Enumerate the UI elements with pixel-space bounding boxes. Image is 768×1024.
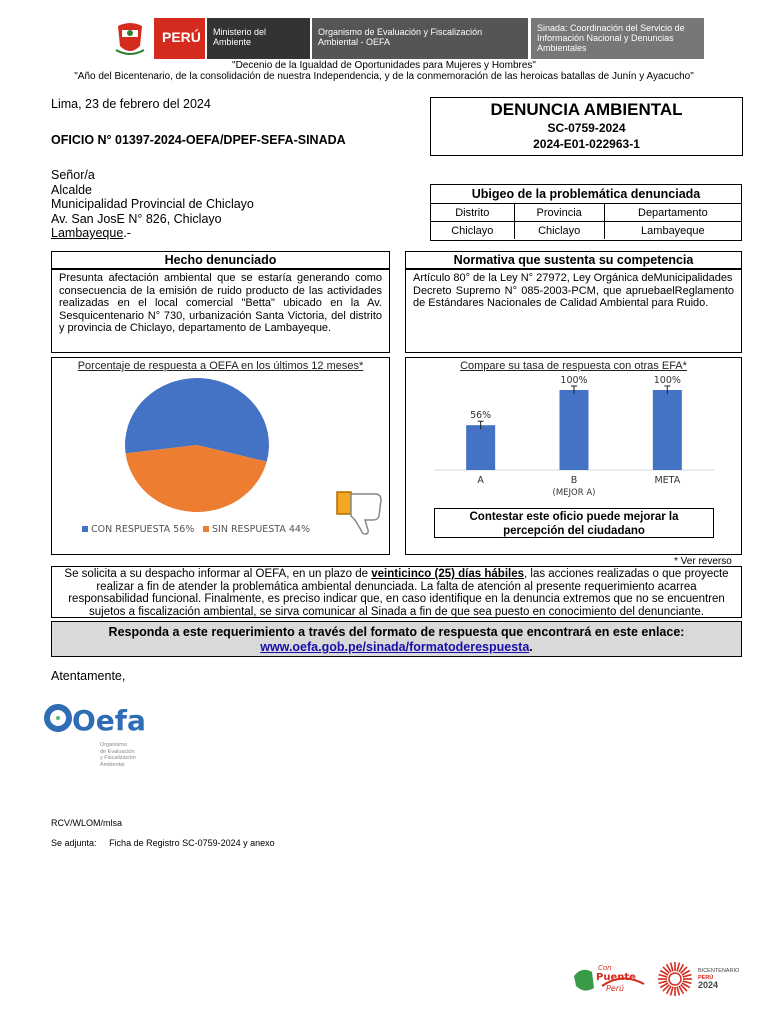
attachment-line: [51, 838, 275, 848]
denuncia-code: SC-0759-2024: [547, 121, 626, 135]
callout-box: [434, 508, 714, 538]
ubigeo-box: [430, 184, 742, 241]
sun-ray: [677, 963, 679, 972]
notice-text: , las acciones realizadas o que proyecte realizar a fin de atender la problemática ambiental denunciada. La falta de atención al presente requerimiento acarrea responsabilidad funcional. Finalmente, es preciso indicar que, en caso identifique en la denuncia extremos que no se encuentren sujetos a fiscalización ambiental, se sirva comunicar al Sinada a fin de que sea puesto en conocimiento del denunciante.: [68, 568, 729, 618]
notice-text: Se solicita a su despacho informar al OEFA, en un plazo de: [64, 568, 372, 580]
oefa-logo: [44, 700, 144, 772]
sun-ray: [683, 981, 692, 983]
sun-ray: [659, 981, 668, 983]
sinada-label: Sinada: Coordinación del Servicio de Información Nacional y Denuncias Ambientales: [531, 18, 704, 59]
notice-box: [51, 566, 742, 618]
closing-text: Atentamente,: [51, 669, 126, 683]
con-puente-word: Perú: [606, 984, 625, 993]
denuncia-box: [430, 97, 743, 156]
oficio-number: OFICIO N° 01397-2024-OEFA/DPEF-SEFA-SINADA: [51, 133, 346, 147]
category-label: A: [477, 475, 484, 486]
oefa-logo-line: Organismo: [100, 742, 127, 748]
recipient-line: [51, 226, 254, 241]
peru-label: PERÚ: [154, 18, 205, 59]
bar: [466, 425, 495, 470]
response-text: Responda a este requerimiento a través del formato de respuesta que encontrará en este enlace:: [108, 625, 685, 639]
recipient-line: Alcalde: [51, 182, 92, 197]
ubigeo-value: Chiclayo: [431, 222, 514, 240]
legend-label: SIN RESPUESTA 44%: [212, 524, 311, 535]
table-row: [431, 222, 741, 240]
category-sublabel: (MEJOR A): [552, 488, 596, 498]
oefa-logo-subtitle: [100, 742, 136, 768]
bar: [653, 390, 682, 470]
ministry-label: Ministerio del Ambiente: [207, 18, 310, 59]
ubigeo-table: [431, 203, 741, 239]
denuncia-title: DENUNCIA AMBIENTAL: [490, 100, 683, 119]
data-label: 100%: [560, 375, 588, 386]
ubigeo-header: Provincia: [514, 204, 604, 222]
normativa-title: Normativa que sustenta su competencia: [405, 251, 742, 270]
data-label: 100%: [653, 375, 681, 386]
sun-core: [669, 973, 681, 985]
con-puente-word: Puente: [596, 972, 636, 983]
notice-deadline: veinticinco (25) días hábiles: [371, 568, 524, 580]
ubigeo-header: Departamento: [604, 204, 741, 222]
oefa-logo-line: Ambiental: [100, 761, 125, 768]
recipient-line: Señor/a: [51, 168, 95, 182]
bicentenario-label: [698, 968, 739, 989]
bar-chart-title: Compare su tasa de respuesta con otras EFA*: [460, 360, 687, 372]
peru-coat-of-arms-icon: [110, 20, 150, 58]
response-link[interactable]: www.oefa.gob.pe/sinada/formatoderespuesta: [260, 640, 530, 654]
bicentenario-line: BICENTENARIO: [698, 968, 740, 974]
decade-motto: "Decenio de la Igualdad de Oportunidades para Mujeres y Hombres": [232, 60, 536, 71]
thumbs-down-icon: [335, 490, 385, 541]
data-label: 56%: [470, 410, 492, 422]
con-puente-word: Con: [598, 964, 612, 972]
ubigeo-title: Ubigeo de la problemática denunciada: [471, 187, 701, 201]
category-label: META: [654, 475, 681, 486]
sun-ray: [659, 975, 668, 977]
ubigeo-value: Lambayeque: [604, 222, 741, 240]
normativa-decree: Decreto Supremo N° 085-2003-PCM, que apruebaelReglamento de Estándares Nacionales de Calidad Ambiental para Ruido.: [413, 284, 734, 309]
oefa-logo-line: de Evaluación: [100, 748, 135, 755]
bicentenario-sun-icon: [656, 960, 694, 998]
letter-date: Lima, 23 de febrero del 2024: [51, 97, 211, 111]
oefa-logo-line: y Fiscalización: [100, 755, 136, 761]
recipient-block: [51, 168, 254, 241]
recipient-line: Av. San JosE N° 826, Chiclayo: [51, 211, 222, 226]
bar-chart-box: [405, 357, 742, 555]
bicentenario-line: PERÚ: [698, 975, 714, 981]
category-label: B: [570, 475, 578, 486]
ver-reverso-note: * Ver reverso: [674, 556, 732, 567]
sun-ray: [671, 963, 673, 972]
con-puente-peru-logo: [572, 958, 648, 998]
recipient-suffix: .-: [123, 226, 131, 240]
ubigeo-value: Chiclayo: [514, 222, 604, 240]
response-dot: .: [529, 640, 533, 654]
bicentenario-line: 2024: [698, 980, 719, 990]
recipient-region: Lambayeque: [51, 226, 124, 240]
sun-ray: [671, 987, 673, 996]
callout-line: percepción del ciudadano: [503, 525, 645, 537]
denuncia-registry: 2024-E01-022963-1: [533, 137, 640, 151]
pie-chart-title: Porcentaje de respuesta a OEFA en los últimos 12 meses*: [77, 360, 364, 372]
initials: RCV/WLOM/mlsa: [51, 818, 123, 828]
recipient-line: Municipalidad Provincial de Chiclayo: [51, 197, 254, 211]
normativa-law: Artículo 80° de la Ley N° 27972, Ley Orgánica deMunicipalidades: [413, 272, 733, 284]
table-row: [431, 204, 741, 222]
callout-line: Contestar este oficio puede mejorar la: [469, 511, 679, 523]
response-box: [51, 621, 742, 657]
ubigeo-header: Distrito: [431, 204, 514, 222]
oefa-logo-icon: [44, 700, 144, 740]
hecho-title: Hecho denunciado: [51, 251, 390, 270]
legend-swatch: [203, 526, 209, 532]
normativa-box: [405, 268, 742, 353]
oefa-logo-text: Oefa: [72, 704, 144, 737]
sun-ray: [683, 975, 692, 977]
hecho-text: Presunta afectación ambiental que se estaría generando como consecuencia de la emisión de ruido producto de las actividades realizadas en el local comercial "Betta" ubicado en la Av. Sesquicentenario N° 730, urbanización Santa Victoria, del distrito y provincia de Chiclayo, departamento de Lambayeque.: [51, 268, 390, 353]
legend-label: CON RESPUESTA 56%: [91, 524, 195, 535]
year-motto: "Año del Bicentenario, de la consolidación de nuestra Independencia, y de la conmemoración de las heroicas batallas de Junín y Ayacucho": [74, 71, 694, 82]
legend-swatch: [82, 526, 88, 532]
attachment-label: Se adjunta:: [51, 838, 97, 848]
sun-ray: [677, 987, 679, 996]
bar-chart: [406, 358, 743, 508]
bar: [560, 390, 589, 470]
attachment-value: Ficha de Registro SC-0759-2024 y anexo: [109, 838, 275, 848]
organism-label: Organismo de Evaluación y Fiscalización Ambiental - OEFA: [312, 18, 528, 59]
